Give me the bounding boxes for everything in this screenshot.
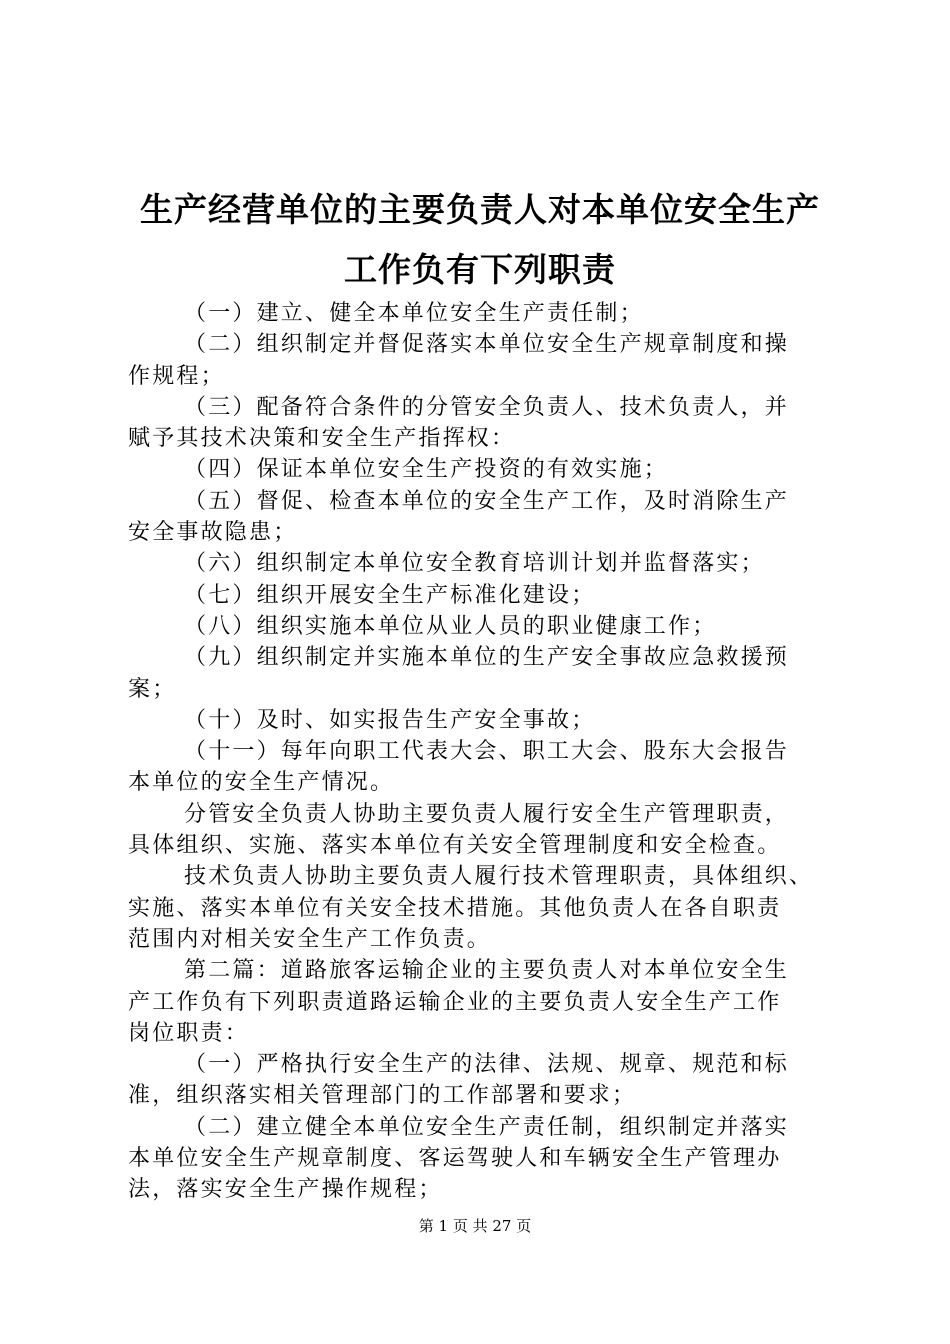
body-text-line: 准，组织落实相关管理部门的工作部署和要求；	[128, 1083, 637, 1109]
body-text-line: 具体组织、实施、落实本单位有关安全管理制度和安全检查。	[128, 833, 782, 859]
document-title-line-2: 工作负有下列职责	[344, 250, 616, 289]
body-text-line: （八）组织实施本单位从业人员的职业健康工作；	[184, 613, 717, 639]
body-text-line: 作规程；	[128, 363, 225, 389]
body-text-line: 岗位职责：	[128, 1020, 250, 1046]
body-text-line: （二）建立健全本单位安全生产责任制，组织制定并落实	[184, 1114, 790, 1140]
body-text-line: （四）保证本单位安全生产投资的有效实施；	[184, 457, 669, 483]
body-text-line: （六）组织制定本单位安全教育培训计划并监督落实；	[184, 551, 765, 577]
body-text-line: 本单位安全生产规章制度、客运驾驶人和车辆安全生产管理办	[128, 1146, 782, 1172]
body-text-line: （九）组织制定并实施本单位的生产安全事故应急救援预	[184, 645, 790, 671]
body-text-line: （一）建立、健全本单位安全生产责任制；	[184, 301, 644, 326]
body-text-line: （一）严格执行安全生产的法律、法规、规章、规范和标	[184, 1052, 790, 1078]
body-text-line: 技术负责人协助主要负责人履行技术管理职责，具体组织、	[184, 864, 814, 890]
body-text-line: 范围内对相关安全生产工作负责。	[128, 926, 492, 952]
body-text-line: 第二篇：道路旅客运输企业的主要负责人对本单位安全生	[184, 958, 790, 984]
body-text-line: 产工作负有下列职责道路运输企业的主要负责人安全生产工作	[128, 989, 782, 1015]
body-text-line: 赋予其技术决策和安全生产指挥权：	[128, 426, 516, 452]
body-text-line: （十）及时、如实报告生产安全事故；	[184, 707, 596, 733]
body-text-line: 分管安全负责人协助主要负责人履行安全生产管理职责，	[184, 801, 790, 827]
body-text-line: 本单位的安全生产情况。	[128, 770, 395, 796]
body-text-line: 法，落实安全生产操作规程；	[128, 1177, 443, 1203]
document-body	[128, 298, 838, 1206]
body-text-line: （七）组织开展安全生产标准化建设；	[184, 582, 596, 608]
body-text-line: （十一）每年向职工代表大会、职工大会、股东大会报告	[184, 739, 790, 765]
body-text-line: 实施、落实本单位有关安全技术措施。其他负责人在各自职责	[128, 895, 782, 921]
body-text-line: 案；	[128, 676, 177, 702]
page-footer: 第 1 页 共 27 页	[418, 1217, 532, 1235]
body-text-line: （二）组织制定并督促落实本单位安全生产规章制度和操	[184, 332, 790, 358]
body-text-line: （三）配备符合条件的分管安全负责人、技术负责人，并	[184, 394, 790, 420]
body-text-line: （五）督促、检查本单位的安全生产工作，及时消除生产	[184, 488, 790, 514]
body-text-line: 安全事故隐患；	[128, 520, 298, 546]
document-title-line-1: 生产经营单位的主要负责人对本单位安全生产	[140, 190, 820, 229]
